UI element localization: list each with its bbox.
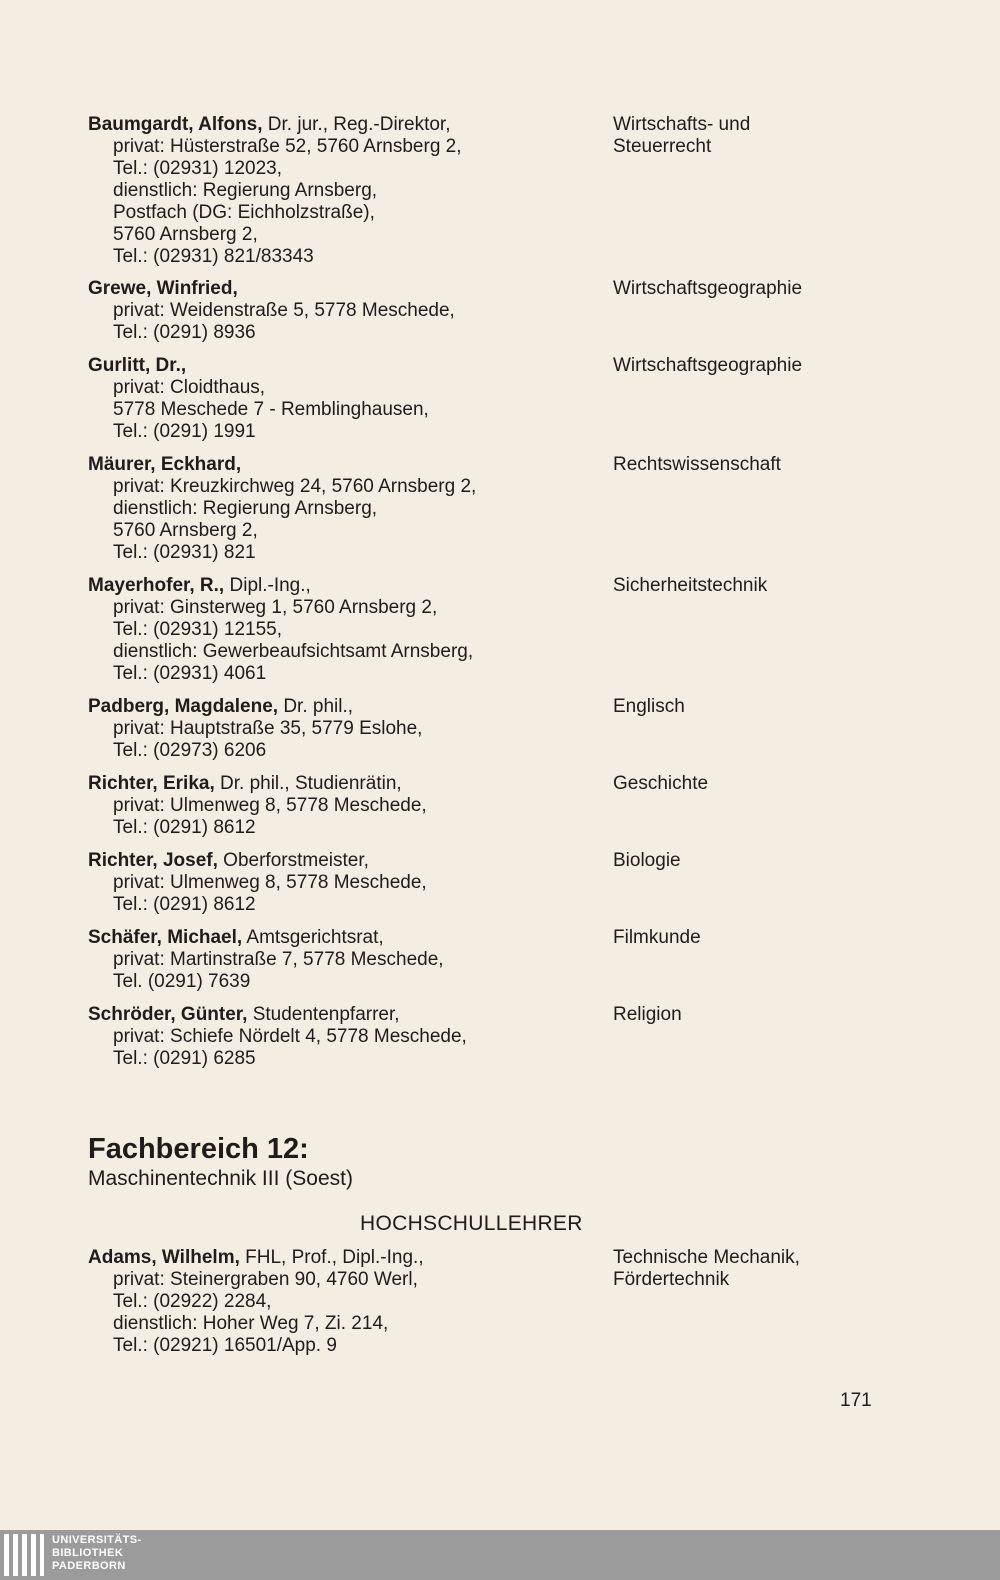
person-title: Amtsgerichtsrat, (242, 927, 384, 948)
library-name-line: UNIVERSITÄTS- (52, 1534, 142, 1546)
person-block (88, 575, 588, 685)
subject-line: Englisch (613, 696, 685, 717)
address-line: Tel.: (02931) 821/83343 (113, 246, 314, 267)
directory-entry (88, 454, 948, 564)
subject-line: Fördertechnik (613, 1269, 730, 1290)
address-line: Tel.: (0291) 1991 (113, 421, 256, 442)
subject-area (613, 575, 943, 597)
person-heading (88, 454, 588, 476)
address-line: 5778 Meschede 7 - Remblinghausen, (113, 399, 429, 420)
person-heading (88, 1004, 588, 1026)
subject-line: Wirtschaftsgeographie (613, 278, 803, 299)
address-line: Postfach (DG: Eichholzstraße), (113, 202, 375, 223)
person-name: Richter, Josef, (88, 850, 218, 871)
subject-line: Filmkunde (613, 927, 701, 948)
person-name: Padberg, Magdalene, (88, 696, 279, 717)
directory-entry (88, 696, 948, 762)
directory-entry (88, 1247, 948, 1357)
address-line: dienstlich: Regierung Arnsberg, (113, 180, 378, 201)
section-header (88, 1132, 888, 1192)
subject-area (613, 1004, 943, 1026)
address-line: Tel.: (0291) 8612 (113, 894, 256, 915)
section-subtitle: Maschinentechnik III (Soest) (88, 1167, 353, 1190)
person-heading (88, 575, 588, 597)
subject-area (613, 850, 943, 872)
library-name-line: PADERBORN (52, 1560, 126, 1572)
address-line: privat: Ulmenweg 8, 5778 Meschede, (113, 872, 427, 893)
person-heading (88, 927, 588, 949)
directory-entry (88, 1004, 948, 1070)
subject-area (613, 114, 943, 158)
address-line: privat: Schiefe Nördelt 4, 5778 Meschede, (113, 1026, 467, 1047)
directory-entry (88, 575, 948, 685)
directory-entry (88, 278, 948, 344)
subject-line: Wirtschafts- und (613, 114, 751, 135)
person-block (88, 696, 588, 762)
library-name (52, 1534, 142, 1573)
subject-line: Geschichte (613, 773, 709, 794)
address-line: Tel.: (02931) 821 (113, 542, 256, 563)
person-block (88, 773, 588, 839)
subject-line: Technische Mechanik, (613, 1247, 800, 1268)
person-title: Dr. phil., (278, 696, 354, 717)
directory-list (88, 114, 948, 1070)
library-logo (4, 1534, 50, 1576)
person-heading (88, 278, 588, 300)
address-line: privat: Ginsterweg 1, 5760 Arnsberg 2, (113, 597, 438, 618)
person-name: Adams, Wilhelm, (88, 1247, 240, 1268)
address-line: 5760 Arnsberg 2, (113, 224, 258, 245)
library-name-line: BIBLIOTHEK (52, 1547, 124, 1559)
person-name: Baumgardt, Alfons, (88, 114, 263, 135)
directory-entry (88, 927, 948, 993)
subject-line: Rechtswissenschaft (613, 454, 781, 475)
person-title: Oberforstmeister, (217, 850, 369, 871)
person-block (88, 1004, 588, 1070)
page-number: 171 (840, 1390, 872, 1411)
person-block (88, 454, 588, 564)
directory-entry (88, 114, 948, 268)
subject-area (613, 1247, 943, 1291)
subject-area (613, 454, 943, 476)
person-block (88, 114, 588, 268)
person-heading (88, 696, 588, 718)
address-line: dienstlich: Gewerbeaufsichtsamt Arnsberg, (113, 641, 474, 662)
address-line: Tel.: (02931) 12155, (113, 619, 283, 640)
address-line: Tel.: (0291) 8612 (113, 817, 256, 838)
address-line: Tel.: (02973) 6206 (113, 740, 267, 761)
person-heading (88, 355, 588, 377)
section-directory-list (88, 1247, 948, 1357)
subject-line: Wirtschaftsgeographie (613, 355, 803, 376)
address-line: Tel.: (02921) 16501/App. 9 (113, 1335, 337, 1356)
address-line: privat: Cloidthaus, (113, 377, 266, 398)
address-line: privat: Steinergraben 90, 4760 Werl, (113, 1269, 418, 1290)
person-block (88, 1247, 588, 1357)
person-title: FHL, Prof., Dipl.-Ing., (239, 1247, 424, 1268)
address-line: Tel.: (02931) 4061 (113, 663, 267, 684)
address-line: privat: Hüsterstraße 52, 5760 Arnsberg 2, (113, 136, 462, 157)
address-line: dienstlich: Hoher Weg 7, Zi. 214, (113, 1313, 389, 1334)
person-title: Dr. phil., Studienrätin, (214, 773, 402, 794)
subject-area (613, 927, 943, 949)
person-title: Studentenpfarrer, (247, 1004, 400, 1025)
person-name: Schröder, Günter, (88, 1004, 248, 1025)
library-footer (0, 1530, 1000, 1580)
person-name: Mäurer, Eckhard, (88, 454, 242, 475)
person-heading (88, 1247, 588, 1269)
address-line: dienstlich: Regierung Arnsberg, (113, 498, 378, 519)
subject-line: Religion (613, 1004, 682, 1025)
person-block (88, 927, 588, 993)
person-heading (88, 850, 588, 872)
address-line: Tel. (0291) 7639 (113, 971, 251, 992)
person-heading (88, 114, 588, 136)
subject-line: Sicherheitstechnik (613, 575, 768, 596)
person-block (88, 278, 588, 344)
person-block (88, 850, 588, 916)
directory-entry (88, 773, 948, 839)
address-line: privat: Hauptstraße 35, 5779 Eslohe, (113, 718, 423, 739)
directory-entry (88, 355, 948, 443)
person-title: Dipl.-Ing., (224, 575, 311, 596)
address-line: privat: Martinstraße 7, 5778 Meschede, (113, 949, 444, 970)
person-name: Gurlitt, Dr., (88, 355, 187, 376)
address-line: Tel.: (02931) 12023, (113, 158, 283, 179)
person-heading (88, 773, 588, 795)
address-line: privat: Ulmenweg 8, 5778 Meschede, (113, 795, 427, 816)
address-line: privat: Weidenstraße 5, 5778 Meschede, (113, 300, 455, 321)
address-line: Tel.: (0291) 6285 (113, 1048, 256, 1069)
subject-area (613, 355, 943, 377)
address-line: 5760 Arnsberg 2, (113, 520, 258, 541)
section-title: Fachbereich 12: (88, 1133, 309, 1165)
directory-entry (88, 850, 948, 916)
group-heading: HOCHSCHULLEHRER (360, 1212, 583, 1235)
address-line: Tel.: (02922) 2284, (113, 1291, 272, 1312)
person-name: Mayerhofer, R., (88, 575, 225, 596)
person-name: Richter, Erika, (88, 773, 215, 794)
address-line: Tel.: (0291) 8936 (113, 322, 256, 343)
subject-line: Steuerrecht (613, 136, 712, 157)
person-block (88, 355, 588, 443)
subject-area (613, 773, 943, 795)
person-name: Grewe, Winfried, (88, 278, 238, 299)
subject-area (613, 696, 943, 718)
person-name: Schäfer, Michael, (88, 927, 243, 948)
address-line: privat: Kreuzkirchweg 24, 5760 Arnsberg 2, (113, 476, 477, 497)
subject-area (613, 278, 943, 300)
subject-line: Biologie (613, 850, 681, 871)
person-title: Dr. jur., Reg.-Direktor, (262, 114, 451, 135)
